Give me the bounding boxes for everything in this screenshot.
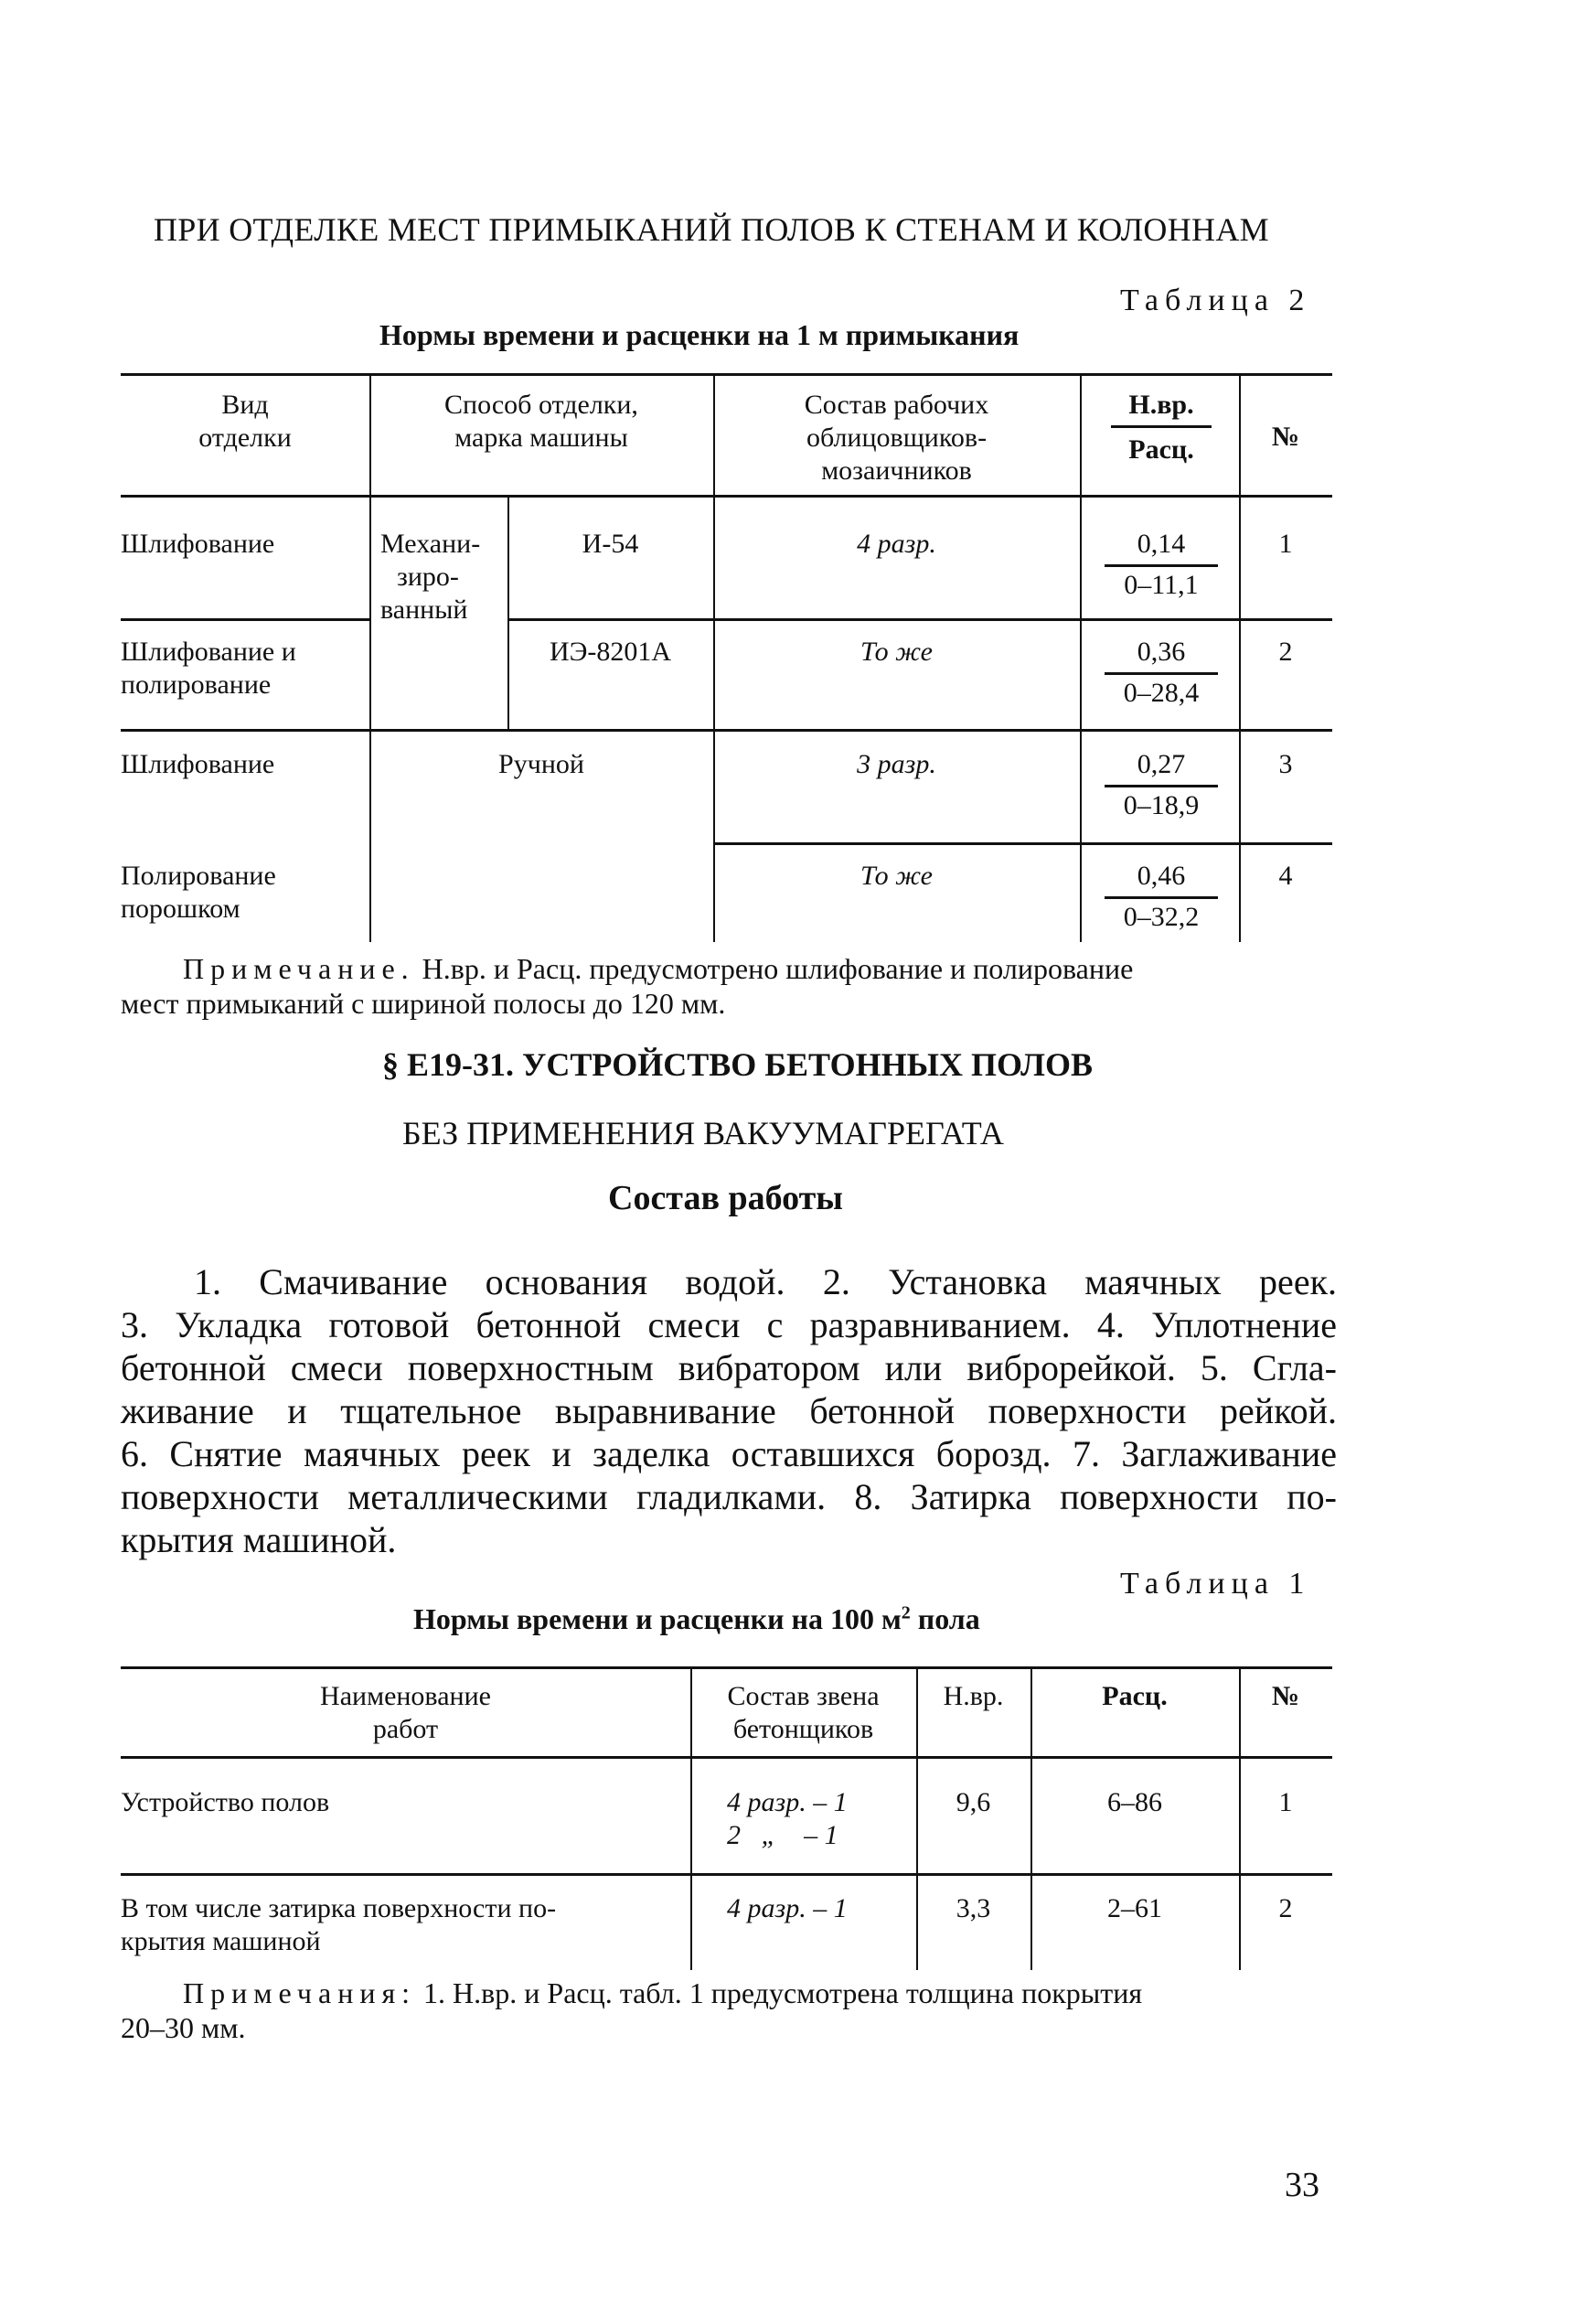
th-num: № [1271,422,1300,452]
t2-row2-num: 2 [1278,637,1293,667]
t1-row1-name: Устройство полов [121,1787,330,1817]
th-sposob: Способ отделки, марка машины [444,390,638,453]
t1-row2-sostav: 4 разр. – 1 [727,1893,848,1923]
t2-row3-norm: 0,27 0–18,9 [1105,748,1218,822]
work-heading: Состав работы [608,1179,843,1217]
manual-cell: Ручной [498,749,584,779]
t2-row4-sostav: То же [860,861,933,891]
t2-row4-num: 4 [1278,861,1293,891]
section-subtitle: БЕЗ ПРИМЕНЕНИЯ ВАКУУМАГРЕГАТА [402,1115,1004,1151]
table2-caption: Нормы времени и расценки на 1 м примыкания [379,318,1020,351]
t1-row2-num: 2 [1278,1893,1293,1923]
t2-row1-num: 1 [1278,529,1293,559]
t1-row1-sostav: 4 разр. – 1 2 „ – 1 [727,1787,848,1850]
section-title: § Е19-31. УСТРОЙСТВО БЕТОННЫХ ПОЛОВ [382,1046,1093,1083]
table1-note: Примечания: 1. Н.вр. и Расц. табл. 1 предусмотрена толщина покрытия [183,1976,1143,2009]
t1-th-nvr: Н.вр. [943,1681,1004,1711]
t1-row1-nvr: 9,6 [956,1787,991,1817]
table2-label: Таблица 2 [1120,284,1311,317]
th-sostav: Состав рабочих облицовщиков- мозаичников [804,390,989,486]
t1-th-name: Наименование работ [320,1681,491,1744]
t2-row1-norm: 0,14 0–11,1 [1105,528,1218,602]
table2-note-cont: мест примыканий с шириной полосы до 120 мм. [121,987,726,1020]
t1-th-sostav: Состав звена бетонщиков [727,1681,880,1744]
mech-cell: Механи- зиро- ванный [380,529,481,625]
table1-caption: Нормы времени и расценки на 100 $м^2$ пола [413,1602,980,1635]
t2-row2-sostav: То же [860,637,933,667]
t2-row3-vid: Шлифование [121,749,275,779]
t1-th-rasc: Расц. [1102,1681,1168,1711]
table1-label: Таблица 1 [1120,1567,1311,1601]
t2-row1-mark: И-54 [582,529,639,559]
t2-row3-num: 3 [1278,749,1293,779]
t2-row1-sostav: 4 разр. [857,529,936,559]
t2-row2-vid: Шлифование и полирование [121,637,296,700]
t1-row2-rasc: 2–61 [1107,1893,1162,1923]
page-heading: ПРИ ОТДЕЛКЕ МЕСТ ПРИМЫКАНИЙ ПОЛОВ К СТЕНАМ И КОЛОННАМ [154,211,1269,248]
t1-row2-nvr: 3,3 [956,1893,991,1923]
t2-row1-vid: Шлифование [121,529,275,559]
t2-row3-sostav: 3 разр. [857,749,936,779]
t2-row4-vid: Полирование порошком [121,861,276,924]
t1-row1-num: 1 [1278,1787,1293,1817]
t1-row2-name: В том числе затирка поверхности по- крытия машиной [121,1893,557,1956]
t2-row2-norm: 0,36 0–28,4 [1105,636,1218,710]
t1-row1-rasc: 6–86 [1107,1787,1162,1817]
t2-row2-mark: ИЭ-8201А [549,637,672,667]
th-vid: Вид отделки [198,390,292,453]
th-nvr-rasc: Н.вр. Расц. [1111,389,1212,466]
t2-row4-norm: 0,46 0–32,2 [1105,860,1218,934]
page-number: 33 [1285,2166,1319,2204]
table1-note-cont: 20–30 мм. [121,2011,246,2044]
work-composition-text: 1. Смачивание основания водой. 2. Установка маячных реек. 3. Укладка готовой бетонной смеси с разравниванием. 4. Уплотнение бетонной смеси поверхностным вибратором или виброрейкой. 5. Сгла- живание и тщательное выравнивание бетонной поверхности рейкой. 6. Снятие маячных реек и заделка оставшихся борозд. 7. Заглаживание поверхности металлическими гладилками. 8. Затирка поверхности по- крытия машиной. [121,1261,1337,1560]
t1-th-num: № [1271,1681,1300,1711]
table2-note: Примечание. Н.вр. и Расц. предусмотрено шлифование и полирование [183,952,1134,985]
